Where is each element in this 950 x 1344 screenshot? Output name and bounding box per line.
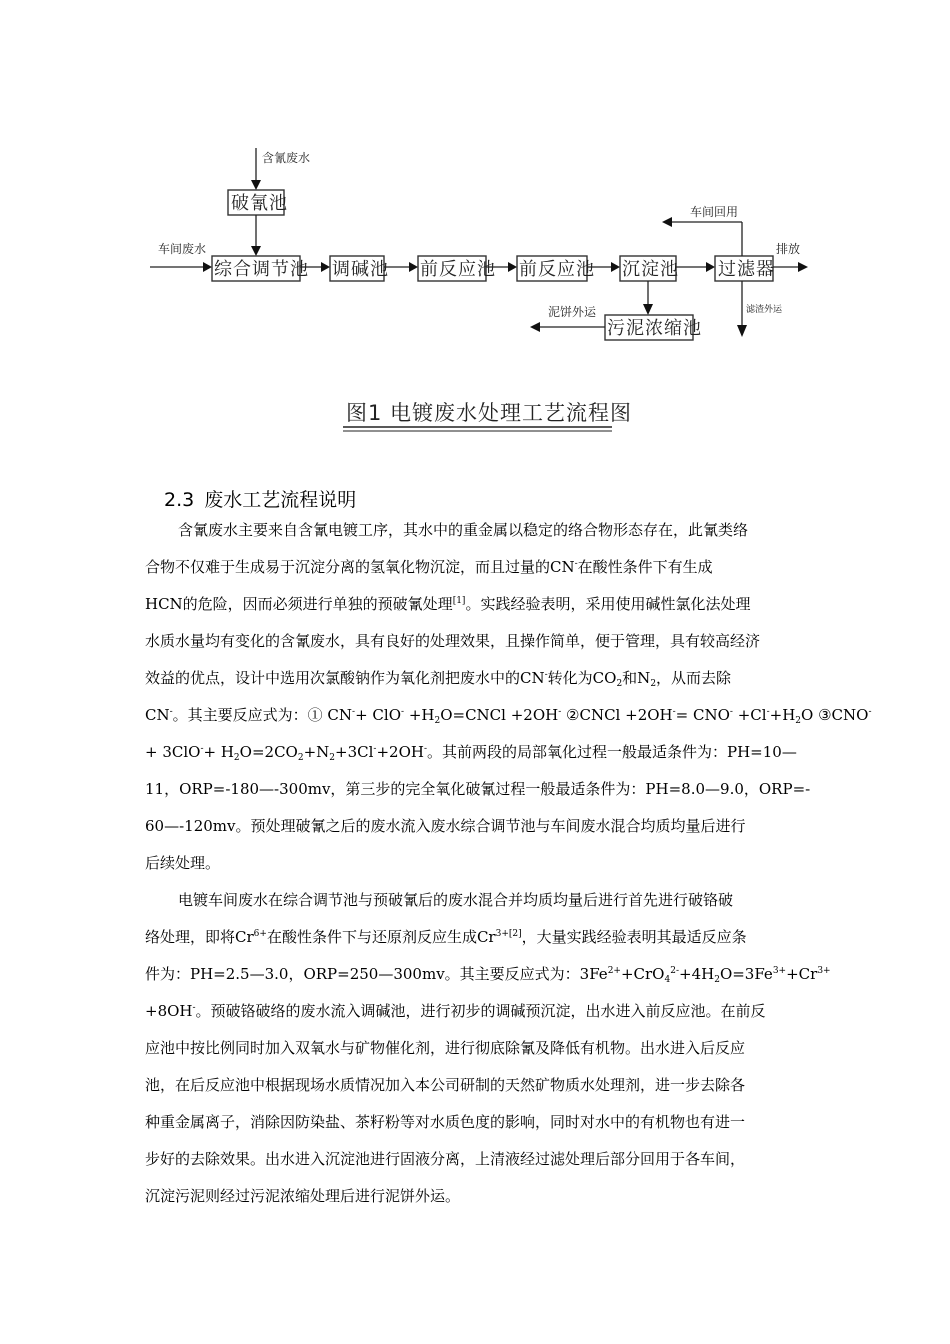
text-run: 和N: [622, 669, 651, 687]
text-run: +8OH: [145, 1002, 193, 1020]
filter-label: 过滤器: [718, 259, 775, 280]
arrow-icon: [203, 262, 212, 272]
text-run: O=2CO: [239, 743, 298, 761]
superscript: -: [729, 707, 733, 717]
text-run: 沉淀污泥则经过污泥浓缩处理后进行泥饼外运。: [145, 1187, 461, 1205]
post-reaction-tank-label: 前反应池: [519, 259, 595, 280]
arrow-icon: [530, 322, 540, 332]
superscript: -: [169, 707, 173, 717]
cyanide-wastewater-label: 含氰废水: [262, 151, 311, 165]
text-run: +3Cl: [335, 743, 374, 761]
text-run: + ClO: [355, 706, 401, 724]
text-run: + H: [203, 743, 234, 761]
text-run: 。预破铬破络的废水流入调碱池，进行初步的调碱预沉淀，出水进入前反应池。在前反: [195, 1002, 766, 1020]
paragraph-line: [145, 1075, 745, 1095]
text-run: 应池中按比例同时加入双氧水与矿物催化剂，进行彻底除氰及降低有机物。出水进入后反应: [145, 1039, 746, 1057]
paragraph-line: [145, 1038, 745, 1058]
arrow-icon: [251, 246, 261, 256]
text-run: 步好的去除效果。出水进入沉淀池进行固液分离，上清液经过滤处理后部分回用于各车间，: [145, 1150, 746, 1168]
discharge-label: 排放: [776, 242, 801, 256]
text-run: +Cr: [786, 965, 818, 983]
text-run: 。其主要反应式为：① CN: [172, 706, 353, 724]
arrow-icon: [508, 262, 517, 272]
text-run: 效益的优点，设计中选用次氯酸钠作为氧化剂把废水中的CN: [145, 669, 545, 687]
section-title: 废水工艺流程说明: [204, 489, 357, 511]
figure-caption: 图1 电镀废水处理工艺流程图: [346, 401, 633, 425]
paragraph-line: [145, 1149, 745, 1169]
arrow-icon: [706, 262, 715, 272]
superscript: 3+: [772, 966, 787, 976]
superscript: -: [574, 559, 578, 569]
superscript: -: [200, 744, 204, 754]
text-run: +2OH: [376, 743, 424, 761]
text-run: = CNO: [675, 706, 730, 724]
superscript: -: [192, 1003, 196, 1013]
text-run: 含氰废水主要来自含氰电镀工序，其水中的重金属以稳定的络合物形态存在，此氰类络: [178, 521, 749, 539]
superscript: 2+: [607, 966, 621, 976]
subscript: 4: [664, 975, 671, 985]
section-number: 2.3: [164, 489, 195, 511]
sedimentation-tank-label: 沉淀池: [622, 259, 679, 280]
paragraph-line: [145, 705, 872, 725]
superscript: -: [423, 744, 427, 754]
text-run: +N: [303, 743, 330, 761]
text-run: 在酸性条件下与还原剂反应生成Cr: [266, 928, 496, 946]
text-run: 在酸性条件下有生成: [577, 558, 713, 576]
superscript: -: [373, 744, 377, 754]
paragraph-line: [178, 520, 748, 540]
subscript: 2: [714, 975, 720, 985]
superscript: [1]: [452, 596, 466, 606]
workshop-wastewater-label: 车间废水: [158, 242, 207, 256]
paragraph-line: [145, 816, 746, 836]
subscript: 2: [616, 679, 623, 689]
text-run: 。实践经验表明，采用使用碱性氯化法处理: [465, 595, 751, 613]
process-flow-diagram: [0, 0, 950, 460]
superscript: -: [868, 707, 872, 717]
subscript: 2: [795, 716, 802, 726]
arrow-icon: [611, 262, 620, 272]
superscript: -: [401, 707, 405, 717]
superscript: -: [672, 707, 676, 717]
arrow-icon: [662, 217, 672, 227]
text-run: 11，ORP=-180—-300mv，第三步的完全氧化破氰过程一般最适条件为：PH=8.0—9.0，ORP=-: [145, 780, 811, 798]
superscript: 3+: [817, 966, 831, 976]
subscript: 2: [650, 679, 657, 689]
equalization-tank-label: 综合调节池: [214, 259, 309, 280]
arrow-icon: [321, 262, 330, 272]
superscript: -: [352, 707, 356, 717]
paragraph-line: [145, 1001, 766, 1021]
arrow-icon: [251, 180, 261, 190]
workshop-reuse-label: 车间回用: [690, 205, 739, 219]
sludge-cake-out-label: 泥饼外运: [548, 305, 597, 319]
section-heading: [164, 485, 366, 512]
text-run: ②CNCl +2OH: [561, 706, 673, 724]
text-run: HCN的危险，因而必须进行单独的预破氰处理: [145, 595, 453, 613]
cyanide-breaking-tank-label: 破氰池: [231, 193, 288, 214]
text-run: ，从而去除: [656, 669, 732, 687]
pre-reaction-tank-label: 前反应池: [420, 259, 496, 280]
arrow-icon: [643, 304, 653, 315]
subscript: 2: [329, 753, 336, 763]
subscript: 2: [297, 753, 304, 763]
text-run: O=3Fe: [719, 965, 773, 983]
paragraph-line: [145, 1112, 745, 1132]
text-run: 。其前两段的局部氧化过程一般最适条件为：PH=10—: [427, 743, 797, 761]
arrow-icon: [737, 325, 747, 337]
paragraph-line: [145, 853, 220, 873]
text-run: +H: [769, 706, 796, 724]
superscript: 2-: [670, 966, 679, 976]
text-run: O ③CNO: [801, 706, 869, 724]
text-run: 后续处理。: [145, 854, 221, 872]
text-run: 络处理，即将Cr: [145, 928, 254, 946]
text-run: 种重金属离子，消除因防染盐、茶籽粉等对水质色度的影响，同时对水中的有机物也有进一: [145, 1113, 746, 1131]
paragraph-line: [145, 742, 797, 762]
arrow-icon: [409, 262, 418, 272]
text-run: +4H: [679, 965, 715, 983]
text-run: CN: [145, 706, 170, 724]
superscript: -: [544, 670, 548, 680]
paragraph-line: [145, 964, 831, 984]
text-run: +H: [404, 706, 435, 724]
text-run: + 3ClO: [145, 743, 201, 761]
paragraph-line: [145, 557, 713, 577]
arrow-icon: [798, 262, 808, 272]
paragraph-line: [145, 668, 731, 688]
text-run: 60—-120mv。预处理破氰之后的废水流入废水综合调节池与车间废水混合均质均量后进行: [145, 817, 746, 835]
alkali-tank-label: 调碱池: [332, 259, 389, 280]
paragraph-line: [145, 631, 760, 651]
paragraph-line: [178, 890, 733, 910]
text-run: 合物不仅难于生成易于沉淀分离的氢氧化物沉淀，而且过量的CN: [145, 558, 575, 576]
text-run: 水质水量均有变化的含氰废水，具有良好的处理效果，且操作简单，便于管理，具有较高经济: [145, 632, 761, 650]
text-run: 件为：PH=2.5—3.0，ORP=250—300mv。其主要反应式为：3Fe: [145, 965, 608, 983]
text-run: +CrO: [620, 965, 665, 983]
superscript: -: [558, 707, 562, 717]
paragraph-line: [145, 594, 750, 614]
superscript: 3+[2]: [495, 929, 522, 939]
text-run: O=CNCl +2OH: [440, 706, 559, 724]
subscript: 2: [233, 753, 240, 763]
text-run: 电镀车间废水在综合调节池与预破氰后的废水混合并均质均量后进行首先进行破铬破: [178, 891, 734, 909]
subscript: 2: [434, 716, 441, 726]
text-run: ，大量实践经验表明其最适反应条: [521, 928, 747, 946]
superscript: 6+: [253, 929, 267, 939]
paragraph-line: [145, 779, 810, 799]
filter-residue-label: 滤渣外运: [746, 305, 783, 315]
text-run: 转化为CO: [547, 669, 617, 687]
paragraph-line: [145, 927, 747, 947]
superscript: -: [766, 707, 770, 717]
paragraph-line: [145, 1186, 460, 1206]
text-run: 池，在后反应池中根据现场水质情况加入本公司研制的天然矿物质水处理剂，进一步去除各: [145, 1076, 746, 1094]
sludge-thickener-label: 污泥浓缩池: [607, 318, 702, 339]
text-run: +Cl: [732, 706, 767, 724]
